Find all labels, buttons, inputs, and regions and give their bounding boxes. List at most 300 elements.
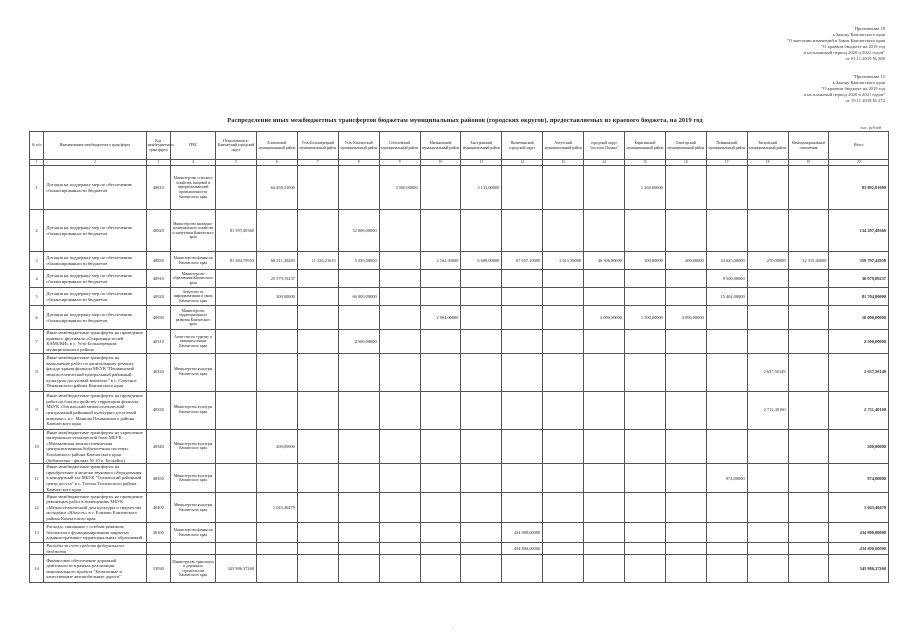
column-header: Быстринский муниципальный район: [461, 132, 502, 160]
amount-cell: [543, 464, 584, 493]
amount-cell: [706, 429, 747, 464]
transfer-code: 40910: [146, 270, 171, 288]
amount-cell: [665, 353, 706, 391]
column-header: № п/п: [30, 132, 44, 160]
appendix-line: "О внесении изменений в Закон Камчатского края: [787, 38, 885, 43]
amount-cell: [747, 288, 788, 306]
amount-cell: [461, 353, 502, 391]
amount-cell: [256, 523, 297, 543]
amount-cell: [338, 493, 379, 523]
grbs-name: Министерство культуры Камчатского края: [171, 493, 216, 523]
transfer-code: 40340: [146, 429, 171, 464]
amount-cell: [665, 429, 706, 464]
column-number: 20: [829, 160, 889, 166]
amount-cell: [665, 391, 706, 429]
row-total: 36 079,09237: [829, 270, 889, 288]
row-number: 4: [30, 270, 44, 288]
amount-cell: [624, 210, 665, 252]
amount-cell: [788, 429, 829, 464]
column-header: Петропавловск-Камчатский городской округ: [216, 132, 257, 160]
amount-cell: [624, 288, 665, 306]
amount-cell: 32 315,40000: [788, 252, 829, 270]
amount-cell: [788, 306, 829, 330]
amount-cell: [788, 555, 829, 583]
amount-cell: [788, 210, 829, 252]
column-number: 10: [420, 160, 461, 166]
amount-cell: [543, 166, 584, 210]
amount-cell: [624, 523, 665, 543]
row-number: 8: [30, 353, 44, 391]
appendix-line: от 19.11.2018 № 272: [845, 98, 885, 103]
column-number: 8: [338, 160, 379, 166]
amount-cell: [788, 543, 829, 555]
amount-cell: [297, 429, 338, 464]
amount-cell: [624, 330, 665, 353]
amount-cell: [788, 353, 829, 391]
amount-cell: [256, 210, 297, 252]
table-header: [30, 132, 889, 160]
amount-cell: [747, 166, 788, 210]
amount-cell: [420, 330, 461, 353]
amount-cell: [338, 353, 379, 391]
amount-cell: [379, 306, 420, 330]
transfer-code: 53930: [146, 555, 171, 583]
amount-cell: [338, 555, 379, 583]
amount-cell: [461, 464, 502, 493]
amount-cell: [747, 523, 788, 543]
document-title: Распределение иных межбюджетных трансфертов бюджетам муниципальных районов (городских округов), предоставляемых из краевого бюджета, на 2019 год: [227, 117, 703, 124]
amount-cell: 434 800,00000: [502, 523, 543, 543]
amount-cell: [379, 353, 420, 391]
amount-cell: [584, 270, 625, 288]
transfer-name: Дотация на поддержку мер по обеспечению сбалансированности бюджетов: [44, 306, 146, 330]
amount-cell: [665, 464, 706, 493]
table-row: [30, 210, 889, 252]
column-number: 11: [461, 160, 502, 166]
amount-cell: [420, 353, 461, 391]
row-total: 359 797,42958: [829, 252, 889, 270]
transfer-code: 36100: [146, 523, 171, 543]
transfer-code: 40930: [146, 306, 171, 330]
amount-cell: [788, 464, 829, 493]
amount-cell: 67 657,10000: [502, 252, 543, 270]
amount-cell: [420, 166, 461, 210]
amount-cell: [502, 353, 543, 391]
row-total: 200,00000: [829, 429, 889, 464]
grbs-name: [171, 543, 216, 555]
amount-cell: 11 326,21615: [297, 252, 338, 270]
transfer-code: 40350: [146, 464, 171, 493]
table-row: [30, 523, 889, 543]
transfer-name: Дотация на поддержку мер по обеспечению сбалансированности бюджетов: [44, 166, 146, 210]
amount-cell: 434 800,00000: [502, 543, 543, 555]
column-header: Усть-Камчатский муниципальный район: [338, 132, 379, 160]
column-number: 19: [788, 160, 829, 166]
amount-cell: 68 211,30283: [256, 252, 297, 270]
amount-cell: [297, 555, 338, 583]
amount-cell: [624, 429, 665, 464]
amount-cell: [543, 210, 584, 252]
amount-cell: [584, 429, 625, 464]
amount-cell: [665, 523, 706, 543]
amount-cell: [379, 543, 420, 555]
grbs-name: Министерство культуры Камчатского края: [171, 391, 216, 429]
amount-cell: [502, 288, 543, 306]
amount-cell: [461, 306, 502, 330]
amount-cell: [706, 166, 747, 210]
amount-cell: [216, 493, 257, 523]
amount-cell: [502, 306, 543, 330]
amount-cell: [461, 523, 502, 543]
amount-cell: [788, 523, 829, 543]
row-total: 434 800,00000: [829, 543, 889, 555]
amount-cell: [584, 288, 625, 306]
amount-cell: 974,00000: [706, 464, 747, 493]
amount-cell: [788, 166, 829, 210]
amount-cell: [379, 523, 420, 543]
grbs-name: Министерство сельского хозяйства, пищевой и перерабатывающей промышленности Камчатского края: [171, 166, 216, 210]
row-total: 83 892,81000: [829, 166, 889, 210]
grbs-name: Агентство по туризму и внешним связям Камчатского края: [171, 330, 216, 353]
amount-cell: [584, 391, 625, 429]
row-number: 12: [30, 493, 44, 523]
amount-cell: [788, 493, 829, 523]
amount-cell: [502, 464, 543, 493]
amount-cell: [665, 288, 706, 306]
amount-cell: [788, 270, 829, 288]
amount-cell: [502, 210, 543, 252]
amount-cell: [338, 464, 379, 493]
amount-cell: [420, 493, 461, 523]
amount-cell: [706, 306, 747, 330]
amount-cell: 300,00000: [256, 288, 297, 306]
amount-cell: [216, 306, 257, 330]
table-row: [30, 252, 889, 270]
grbs-name: Министерство культуры Камчатского края: [171, 429, 216, 464]
column-header: ГРБС: [171, 132, 216, 160]
grbs-name: Агентство по информатизации и связи Камчатского края: [171, 288, 216, 306]
amount-cell: 2 162,30000: [420, 252, 461, 270]
grbs-name: Министерство финансов Камчатского края: [171, 523, 216, 543]
column-header: Елизовский муниципальный район: [256, 132, 297, 160]
row-total: 434 800,00000: [829, 523, 889, 543]
column-header: Соболевский муниципальный район: [379, 132, 420, 160]
amount-cell: 3 096,00000: [665, 306, 706, 330]
amount-cell: 46 306,80000: [584, 252, 625, 270]
amount-cell: [502, 166, 543, 210]
amount-cell: [584, 555, 625, 583]
table-row: [30, 353, 889, 391]
column-number: 13: [543, 160, 584, 166]
amount-cell: [420, 391, 461, 429]
column-number: 18: [747, 160, 788, 166]
transfer-name: Финансовое обеспечение дорожной деятельности в рамках реализации национального проекта "Безопасные и качественные автомобильные дороги": [44, 555, 146, 583]
amount-cell: [420, 555, 461, 583]
row-number: 10: [30, 429, 44, 464]
amount-cell: [461, 288, 502, 306]
amount-cell: [788, 391, 829, 429]
transfer-name: Иные межбюджетные трансферты на проведение работ по благоустройству территории филиала МБУК «Тигильский межпоселенческий центральный районный культурно-досуговый комплекс» в с. Манилы Пенжинского района Камчатского края: [44, 391, 146, 429]
appendix-line: от 01.11.2019 № 380: [845, 56, 885, 61]
amount-cell: [216, 166, 257, 210]
amount-cell: [297, 543, 338, 555]
amount-cell: [461, 210, 502, 252]
amount-cell: [461, 493, 502, 523]
amount-cell: [256, 306, 297, 330]
amount-cell: [216, 543, 257, 555]
amount-cell: 5 250,00000: [338, 252, 379, 270]
amount-cell: [706, 391, 747, 429]
amount-cell: [665, 166, 706, 210]
column-header: Тигильский муниципальный район: [747, 132, 788, 160]
appendix-block-1: [787, 26, 885, 62]
amount-cell: [543, 543, 584, 555]
grbs-name: Министерство культуры Камчатского края: [171, 464, 216, 493]
transfer-name: Расходы, связанные с особым режимом безопасного функционирования закрытых административно-территориальных образований: [44, 523, 146, 543]
amount-cell: [338, 429, 379, 464]
amount-cell: [665, 543, 706, 555]
amount-cell: [624, 391, 665, 429]
page-mark: ,: [452, 624, 453, 629]
appendix-block-2: [804, 74, 885, 104]
appendix-line: "О краевом бюджете на 2019 год: [821, 44, 885, 49]
row-number: 11: [30, 464, 44, 493]
column-number: 12: [502, 160, 543, 166]
amount-cell: [543, 288, 584, 306]
amount-cell: [543, 306, 584, 330]
amount-cell: [584, 523, 625, 543]
amount-cell: [297, 270, 338, 288]
appendix-line: к Закону Камчатского края: [832, 32, 885, 37]
amount-cell: [665, 493, 706, 523]
amount-cell: 2 637,50149: [747, 353, 788, 391]
row-total: 134 297,49360: [829, 210, 889, 252]
column-number: 3: [146, 160, 171, 166]
transfer-code: [146, 543, 171, 555]
amount-cell: [665, 210, 706, 252]
amount-cell: [461, 555, 502, 583]
transfer-name: Иные межбюджетные трансферты на проведение краевого фестиваля «Сокровище полей КАМСКИ» в с. Усть-Большерецком муниципального района: [44, 330, 146, 353]
table-row: [30, 330, 889, 353]
amount-cell: [379, 493, 420, 523]
transfer-code: 40810: [146, 166, 171, 210]
table-row: [30, 493, 889, 523]
row-number: 9: [30, 391, 44, 429]
amount-cell: 81 397,49360: [216, 210, 257, 252]
row-number: 2: [30, 210, 44, 252]
amount-cell: [584, 210, 625, 252]
column-number: 1: [30, 160, 44, 166]
row-total: 974,00000: [829, 464, 889, 493]
amount-cell: [297, 493, 338, 523]
appendix-line: и на плановый период 2020 и 2021 годов": [803, 50, 885, 55]
amount-cell: [747, 270, 788, 288]
column-number: 7: [297, 160, 338, 166]
amount-cell: [543, 391, 584, 429]
column-header: городской округ "поселок Палана": [584, 132, 625, 160]
amount-cell: [584, 543, 625, 555]
amount-cell: [584, 353, 625, 391]
column-number: 6: [256, 160, 297, 166]
row-number: 3: [30, 252, 44, 270]
amount-cell: [624, 493, 665, 523]
amount-cell: [543, 523, 584, 543]
table-row: [30, 391, 889, 429]
amount-cell: [420, 288, 461, 306]
amount-cell: [297, 306, 338, 330]
amount-cell: [256, 464, 297, 493]
amount-cell: [543, 270, 584, 288]
amount-cell: 200,00000: [665, 252, 706, 270]
row-total: 10 090,00000: [829, 306, 889, 330]
row-total: 1 043,40479: [829, 493, 889, 523]
amount-cell: [584, 493, 625, 523]
amount-cell: [747, 210, 788, 252]
amount-cell: 9 500,00000: [706, 270, 747, 288]
amount-cell: 2 711,40160: [747, 391, 788, 429]
amount-cell: [338, 523, 379, 543]
grbs-name: Министерство территориального развития Камчатского края: [171, 306, 216, 330]
column-header: Усть-Большерецкий муниципальный район: [297, 132, 338, 160]
amount-cell: 34 625,00000: [706, 252, 747, 270]
amount-cell: 300,00000: [624, 252, 665, 270]
row-total: 2 500,00000: [829, 330, 889, 353]
amount-cell: [216, 391, 257, 429]
table-row: [30, 555, 889, 583]
amount-cell: [338, 306, 379, 330]
column-header: Итого: [829, 132, 889, 160]
amount-cell: 345 986,37260: [216, 555, 257, 583]
transfer-name: Расходы за счёт средств федерального бюджета: [44, 543, 146, 555]
row-number: 6: [30, 306, 44, 330]
row-total: 2 637,50149: [829, 353, 889, 391]
column-header: Пенжинский муниципальный район: [706, 132, 747, 160]
amount-cell: [379, 210, 420, 252]
amount-cell: [338, 391, 379, 429]
amount-cell: [706, 210, 747, 252]
amount-cell: [297, 166, 338, 210]
amount-cell: [379, 391, 420, 429]
transfer-code: 40830: [146, 252, 171, 270]
amount-cell: [379, 288, 420, 306]
amount-cell: [624, 270, 665, 288]
amount-cell: [379, 330, 420, 353]
row-number: 14: [30, 555, 44, 583]
transfer-name: Дотация на поддержку мер по обеспечению сбалансированности бюджетов: [44, 288, 146, 306]
amount-cell: [420, 523, 461, 543]
amount-cell: [461, 330, 502, 353]
amount-cell: [502, 270, 543, 288]
unit-label: тыс. рублей: [860, 125, 881, 130]
amount-cell: [788, 330, 829, 353]
amount-cell: [543, 493, 584, 523]
column-number: 5: [216, 160, 257, 166]
amount-cell: [502, 493, 543, 523]
table-row: [30, 464, 889, 493]
amount-cell: [624, 555, 665, 583]
grbs-name: Министерство жилищно-коммунального хозяйства и энергетики Камчатского края: [171, 210, 216, 252]
row-total: 345 986,37260: [829, 555, 889, 583]
amount-cell: [706, 523, 747, 543]
amount-cell: [297, 464, 338, 493]
table-row: [30, 429, 889, 464]
row-number: [30, 543, 44, 555]
column-number: 14: [584, 160, 625, 166]
amount-cell: [747, 429, 788, 464]
amount-cell: [216, 429, 257, 464]
amount-cell: [338, 543, 379, 555]
amount-cell: [297, 353, 338, 391]
row-number: 1: [30, 166, 44, 210]
column-header: Вилючинский городской округ: [502, 132, 543, 160]
column-header: Наименование межбюджетного трансферта: [44, 132, 146, 160]
column-header: Мильковский муниципальный район: [420, 132, 461, 160]
column-number: 17: [706, 160, 747, 166]
transfer-code: 40400: [146, 493, 171, 523]
column-header: Карагинский муниципальный район: [624, 132, 665, 160]
amount-cell: [706, 493, 747, 523]
amount-cell: [543, 353, 584, 391]
transfer-name: Дотация на поддержку мер по обеспечению сбалансированности бюджетов: [44, 252, 146, 270]
grbs-name: Министерство культуры Камчатского края: [171, 353, 216, 391]
transfer-code: 40310: [146, 330, 171, 353]
amount-cell: 3 090,00000: [584, 306, 625, 330]
amount-cell: [379, 429, 420, 464]
amount-cell: [747, 306, 788, 330]
amount-cell: [420, 464, 461, 493]
grbs-name: Министерство транспорта и дорожного строительства Камчатского края: [171, 555, 216, 583]
appendix-line: к Закону Камчатского края: [832, 80, 885, 85]
amount-cell: [706, 543, 747, 555]
amount-cell: [216, 353, 257, 391]
amount-cell: [584, 330, 625, 353]
amount-cell: 15 404,00000: [706, 288, 747, 306]
amount-cell: [338, 270, 379, 288]
amount-cell: 3 500,00000: [379, 166, 420, 210]
amount-cell: 3 133,00000: [461, 166, 502, 210]
amount-cell: [747, 330, 788, 353]
amount-cell: [256, 330, 297, 353]
amount-cell: [461, 543, 502, 555]
amount-cell: [256, 353, 297, 391]
transfer-name: Иные межбюджетные трансферты на приобретение и монтаж звукового оборудования в концертный зал МБУК "Тигильский районный центр досуга" в с. Тигиль Тигильского района Камчатского края: [44, 464, 146, 493]
transfer-code: 40920: [146, 288, 171, 306]
amount-cell: [379, 252, 420, 270]
table-row: [30, 306, 889, 330]
transfer-code: 40820: [146, 210, 171, 252]
amount-cell: 64 459,31000: [256, 166, 297, 210]
amount-cell: [461, 391, 502, 429]
table-row: [30, 166, 889, 210]
row-number: 13: [30, 523, 44, 543]
amount-cell: [420, 270, 461, 288]
column-header: Межмуниципальные отношения: [788, 132, 829, 160]
appendix-line: "О краевом бюджете на 2019 год: [821, 86, 885, 91]
amount-cell: [584, 166, 625, 210]
amount-cell: [297, 330, 338, 353]
column-number: 2: [44, 160, 146, 166]
transfer-name: Дотация на поддержку мер по обеспечению сбалансированности бюджетов: [44, 210, 146, 252]
amount-cell: [461, 429, 502, 464]
transfer-name: Дотация на поддержку мер по обеспечению сбалансированности бюджетов: [44, 270, 146, 288]
column-number: 16: [665, 160, 706, 166]
amount-cell: [297, 391, 338, 429]
amount-cell: [706, 353, 747, 391]
table-row: [30, 288, 889, 306]
amount-cell: [216, 330, 257, 353]
amount-cell: [502, 391, 543, 429]
amount-cell: 52 000,00000: [338, 210, 379, 252]
